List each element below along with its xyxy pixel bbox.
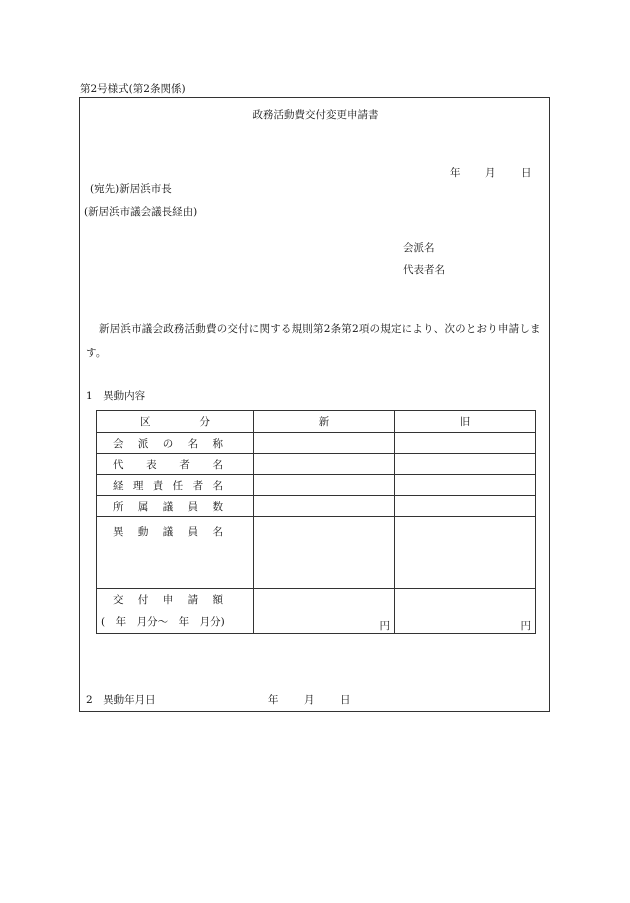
label-char: 名 — [187, 437, 199, 450]
label-char: 代 — [113, 458, 124, 471]
table-row — [97, 475, 536, 496]
old-amount-cell[interactable] — [395, 589, 536, 634]
routing-note: (新居浜市議会議長経由) — [84, 206, 198, 218]
document-title: 政務活動費交付変更申請書 — [252, 109, 379, 121]
new-value-cell[interactable] — [254, 454, 395, 475]
label-char: 任 — [172, 479, 184, 492]
yen-unit: 円 — [520, 620, 531, 632]
label-char: 異 — [113, 526, 124, 538]
change-date-month-label: 月 — [304, 694, 315, 706]
label-char: 名 — [212, 479, 223, 492]
label-char: 請 — [187, 594, 199, 606]
row-label-changed-members — [97, 517, 254, 589]
label-char: 会 — [113, 437, 124, 450]
row-label-representative — [97, 454, 254, 475]
old-value-cell[interactable] — [395, 475, 536, 496]
label-char: の — [162, 437, 174, 450]
old-value-cell[interactable] — [395, 433, 536, 454]
label-char: 名 — [212, 526, 223, 538]
label-char: 経 — [113, 479, 124, 492]
label-char: 議 — [162, 500, 174, 513]
row-label-grant-amount — [97, 589, 254, 634]
old-column-header: 旧 — [395, 411, 536, 433]
table-row — [97, 496, 536, 517]
new-value-cell[interactable] — [254, 517, 395, 589]
label-char: 理 — [132, 479, 144, 492]
label-char: 動 — [137, 526, 149, 538]
old-value-cell[interactable] — [395, 517, 536, 589]
section-2-heading: 2 異動年月日 — [86, 694, 156, 706]
label-char: 表 — [146, 458, 157, 471]
date-year-label: 年 — [450, 167, 461, 179]
table-row — [97, 433, 536, 454]
label-char: 数 — [212, 500, 223, 513]
label-char: 付 — [137, 594, 149, 606]
change-date-day-label: 日 — [340, 694, 351, 706]
date-day-label: 日 — [521, 167, 532, 179]
form-number-label: 第2号様式(第2条関係) — [80, 83, 186, 95]
category-header — [97, 411, 254, 433]
new-column-header: 新 — [254, 411, 395, 433]
section-1-heading: 1 異動内容 — [86, 390, 146, 402]
row-label-member-count — [97, 496, 254, 517]
party-name-label: 会派名 — [403, 242, 435, 254]
application-statement: 新居浜市議会政務活動費の交付に関する規則第2条第2項の規定により、次のとおり申請します。 — [86, 323, 541, 359]
label-char: 称 — [212, 437, 223, 450]
label-char: 議 — [162, 526, 174, 538]
change-date-year-label: 年 — [268, 694, 279, 706]
addressee: (宛先)新居浜市長 — [90, 183, 172, 195]
amount-period: ( 年 月分～ 年 月分) — [101, 616, 225, 628]
table-row — [97, 454, 536, 475]
change-details-table — [96, 410, 536, 634]
label-char: 属 — [137, 500, 149, 513]
old-value-cell[interactable] — [395, 454, 536, 475]
label-char: 者 — [179, 458, 190, 471]
new-value-cell[interactable] — [254, 496, 395, 517]
date-month-label: 月 — [485, 167, 496, 179]
row-label-accounting-officer — [97, 475, 254, 496]
label-char: 名 — [212, 458, 223, 471]
table-row — [97, 589, 536, 634]
label-char: 員 — [187, 500, 199, 513]
label-char: 者 — [192, 479, 204, 492]
old-value-cell[interactable] — [395, 496, 536, 517]
table-header-row — [97, 411, 536, 433]
application-form-frame — [79, 97, 550, 712]
label-char: 額 — [212, 594, 223, 606]
new-value-cell[interactable] — [254, 433, 395, 454]
representative-name-label: 代表者名 — [403, 264, 445, 276]
label-char: 申 — [162, 594, 174, 606]
label-char: 所 — [113, 500, 124, 513]
new-amount-cell[interactable] — [254, 589, 395, 634]
label-char: 交 — [113, 594, 124, 606]
label-char: 派 — [137, 437, 149, 450]
header-char: 区 — [140, 416, 151, 428]
label-char: 員 — [187, 526, 199, 538]
yen-unit: 円 — [379, 620, 390, 632]
table-row — [97, 517, 536, 589]
label-char: 責 — [152, 479, 164, 492]
row-label-party-name — [97, 433, 254, 454]
new-value-cell[interactable] — [254, 475, 395, 496]
header-char: 分 — [199, 416, 210, 428]
